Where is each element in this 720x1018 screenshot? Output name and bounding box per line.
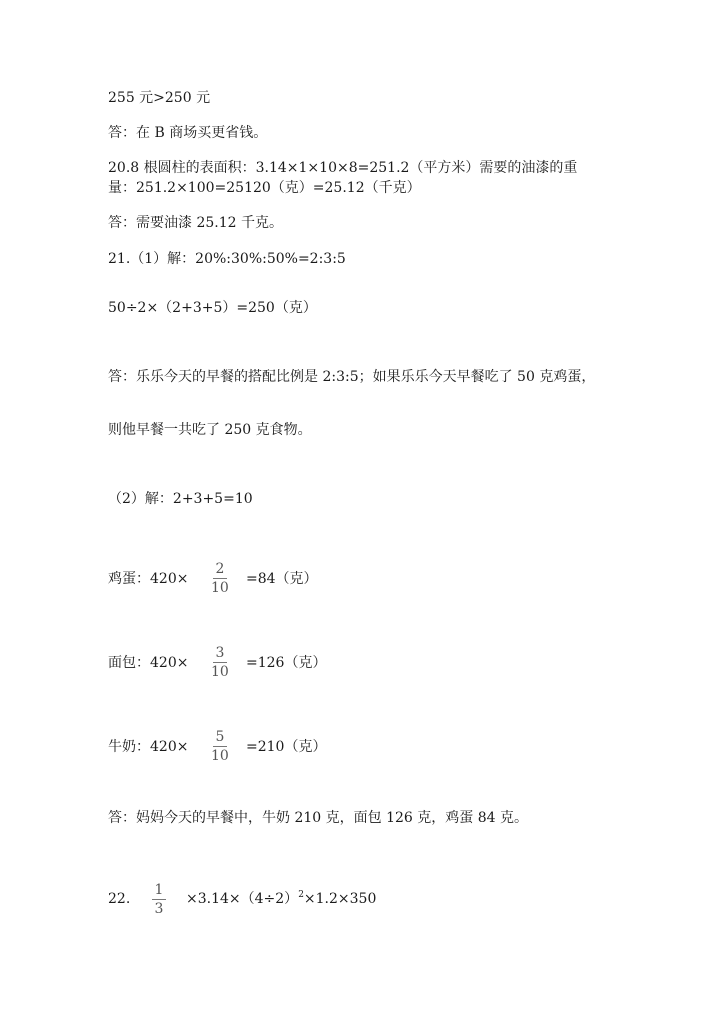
fraction-numerator: 2	[215, 561, 225, 577]
calculation-line: 50÷2×（2+3+5）=250（克）	[108, 300, 317, 316]
problem-20-line-1: 20.8 根圆柱的表面积：3.14×1×10×8=251.2（平方米）需要的油漆的重	[108, 160, 578, 176]
egg-calc-prefix: 鸡蛋：420×	[108, 571, 189, 587]
expression-part-b: ×1.2×350	[303, 891, 377, 907]
fraction-bar	[213, 578, 227, 579]
milk-calc-result: =210（克）	[246, 739, 327, 755]
fraction-numerator: 1	[154, 882, 164, 898]
egg-fraction	[211, 561, 229, 596]
comparison-line: 255 元>250 元	[108, 90, 211, 106]
problem-22-label: 22.	[108, 891, 131, 907]
bread-calc-result: =126（克）	[246, 655, 327, 671]
expression-part-a: ×3.14×（4÷2）	[186, 891, 299, 907]
fraction-numerator: 5	[215, 729, 225, 745]
answer-line: 答：在 B 商场买更省钱。	[108, 125, 268, 141]
fraction-bar	[152, 899, 166, 900]
fraction-denominator: 10	[211, 664, 229, 680]
fraction-bar	[213, 746, 227, 747]
problem-22-expression	[186, 889, 376, 911]
problem-20-line-2: 量：251.2×100=25120（克）=25.12（千克）	[108, 180, 421, 196]
fraction-denominator: 10	[211, 580, 229, 596]
fraction-bar	[213, 662, 227, 663]
fraction-denominator: 10	[211, 748, 229, 764]
milk-fraction	[211, 729, 229, 764]
exponent: 2	[298, 890, 304, 900]
answer-line-continued: 则他早餐一共吃了 250 克食物。	[108, 422, 312, 438]
egg-calc-result: =84（克）	[246, 571, 318, 587]
answer-line: 答：乐乐今天的早餐的搭配比例是 2:3:5；如果乐乐今天早餐吃了 50 克鸡蛋，	[108, 369, 596, 385]
fraction-numerator: 3	[215, 645, 225, 661]
problem-21-part-2: （2）解：2+3+5=10	[108, 491, 253, 507]
problem-21-part-1: 21.（1）解：20%:30%:50%=2:3:5	[108, 251, 346, 267]
fraction-denominator: 3	[154, 901, 164, 917]
final-answer-line: 答：妈妈今天的早餐中，牛奶 210 克，面包 126 克，鸡蛋 84 克。	[108, 810, 528, 826]
bread-fraction	[211, 645, 229, 680]
problem-22-fraction	[152, 882, 166, 917]
bread-calc-prefix: 面包：420×	[108, 655, 189, 671]
milk-calc-prefix: 牛奶：420×	[108, 739, 189, 755]
answer-line: 答：需要油漆 25.12 千克。	[108, 215, 283, 231]
